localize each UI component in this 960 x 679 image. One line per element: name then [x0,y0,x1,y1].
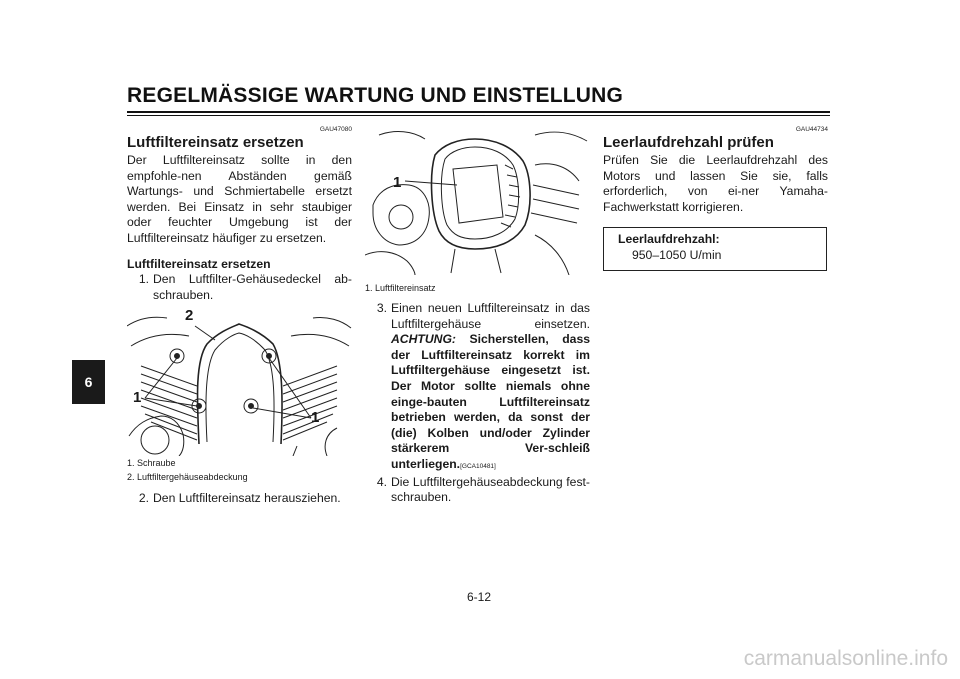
filter-illustration [365,125,590,275]
caption-screw: 1. Schraube [127,458,176,469]
step-number: 4. [376,474,387,489]
chapter-tab: 6 [72,360,105,404]
section-heading: Leerlaufdrehzahl prüfen [603,134,774,151]
header-rule-thin [127,115,830,116]
callout-1-right: 1 [311,409,320,427]
step-number: 2. [138,491,149,506]
step-2 [127,491,352,507]
page-title: REGELMÄSSIGE WARTUNG UND EINSTELLUNG [127,84,624,107]
header-rule-thick [127,111,830,113]
watermark: carmanualsonline.info [743,647,948,670]
section-heading: Luftfiltereinsatz ersetzen [127,134,304,151]
step-number: 1. [138,272,149,287]
caption-filter-element: 1. Luftfiltereinsatz [365,283,436,293]
callout-1-left: 1 [133,389,142,407]
step-text: Einen neuen Luftfiltereinsatz in das Luftfiltergehäuse einsetzen. [391,301,590,331]
filter-element-drawing [365,125,590,275]
engine-cover-drawing [127,306,352,456]
step-4 [365,475,590,506]
spec-label: Leerlaufdrehzahl: [618,232,720,247]
step-text: Die Luftfiltergehäuseabdeckung fest-schrauben. [391,474,590,505]
spec-box [603,227,827,270]
page-header [127,84,830,124]
callout-2: 2 [185,307,194,325]
caption-cover: 2. Luftfiltergehäuseabdeckung [127,472,248,483]
step-text: Den Luftfiltereinsatz herausziehen. [153,491,341,506]
idle-paragraph: Prüfen Sie die Leerlaufdrehzahl des Motors und lassen Sie sie, falls erforderlich, von ei-ner Yamaha-Fachwerkstatt korrigieren. [603,153,828,214]
spec-value: 950–1050 U/min [632,247,722,262]
caution-title: ACHTUNG: [391,332,456,347]
step-number: 3. [376,301,387,315]
callout-1: 1 [393,174,402,191]
page-number: 6-12 [466,590,492,604]
cover-illustration [127,306,352,456]
caution-text: Sicherstellen, dass der Luftfiltereinsatz korrekt im Luftfiltergehäuse eingesetzt ist. Der Motor sollte niemals ohne einge-bauten Luftfiltereinsatz betrieben werden, da sonst der (die) Kolben und/oder Zylinder stärkerem Ver-schleiß unterliegen. [391,332,590,471]
section-code: GAU47080 [319,126,352,133]
column-idle-speed [603,125,828,271]
step-text: Den Luftfilter-Gehäusedeckel ab-schrauben. [153,272,352,302]
column-air-filter-continued [365,125,590,506]
step-1 [127,272,352,303]
column-air-filter [127,125,352,507]
section-code: GAU44734 [795,126,828,133]
step-3 [365,301,590,475]
caution-code: [GCA10481] [460,462,496,470]
subheading: Luftfiltereinsatz ersetzen [127,256,271,271]
intro-paragraph: Der Luftfiltereinsatz sollte in den empfohle-nen Abständen gemäß Wartungs- und Schmiertabelle ersetzt werden. Bei Einsatz in sehr staubiger oder feuchter Umgebung ist der Luftfiltereinsatz häufiger zu ersetzen. [127,153,352,245]
